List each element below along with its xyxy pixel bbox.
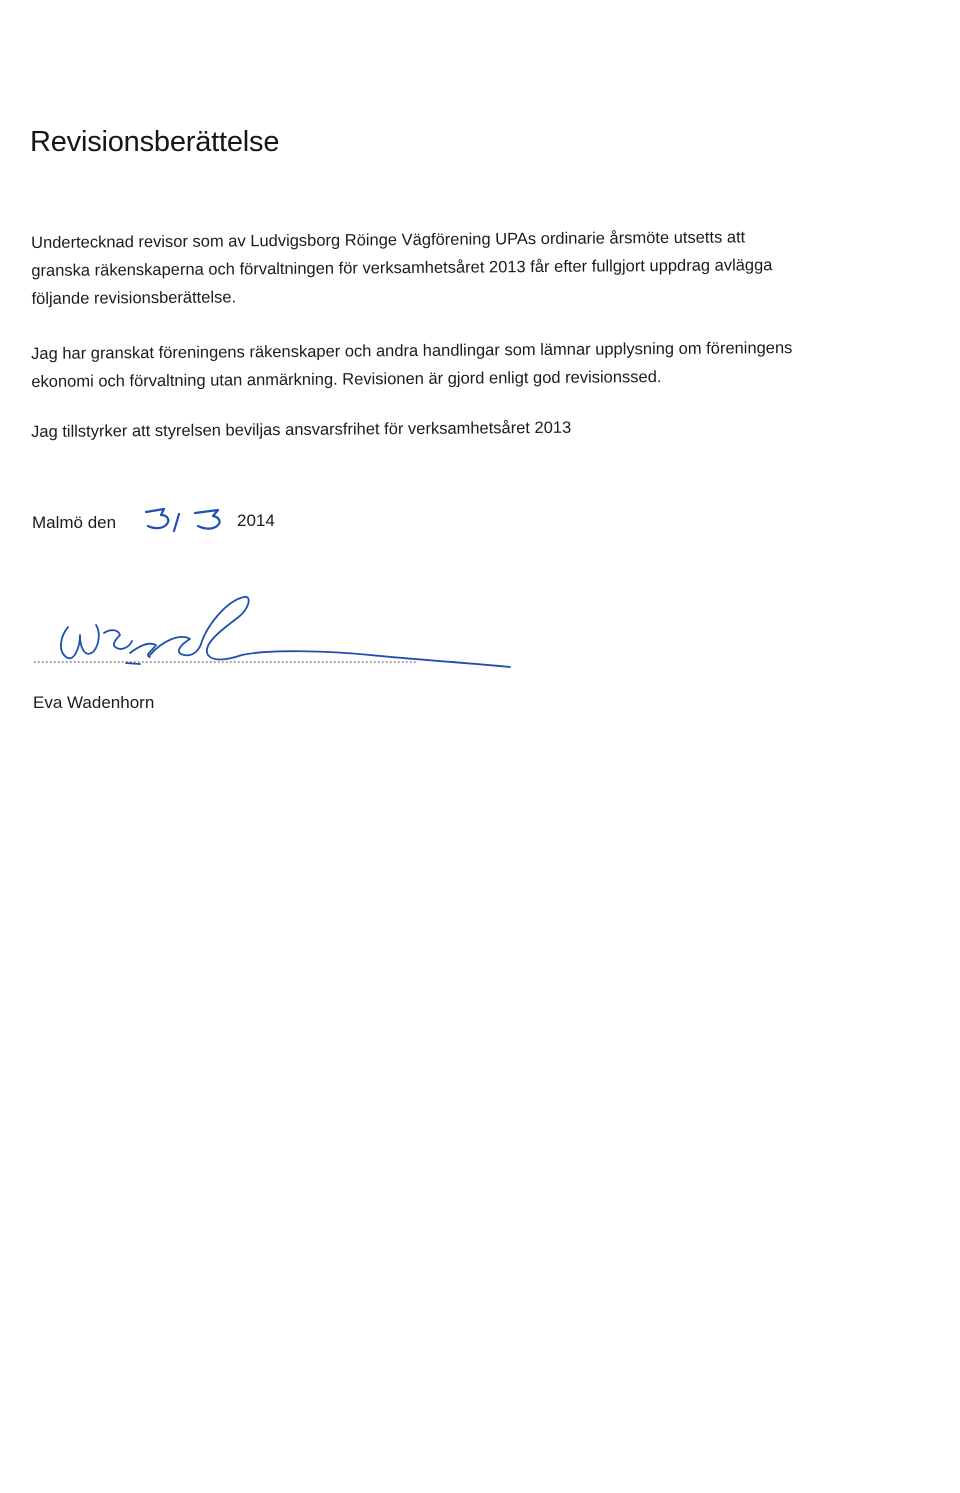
intro-line: Undertecknad revisor som av Ludvigsborg Röinge Vägförening UPAs ordinarie årsmöte utsetts att <box>31 228 746 252</box>
date-line <box>32 505 432 541</box>
signature <box>30 585 520 685</box>
date-place: Malmö den <box>32 513 117 532</box>
document-title: Revisionsberättelse <box>30 126 280 158</box>
intro-line: följande revisionsberättelse. <box>31 288 237 308</box>
handwritten-date <box>140 503 230 544</box>
recommendation-line: Jag tillstyrker att styrelsen beviljas ansvarsfrihet för verksamhetsåret 2013 <box>31 418 572 441</box>
date-year: 2014 <box>237 511 275 530</box>
recommendation-paragraph <box>31 411 891 446</box>
review-line: Jag har granskat föreningens räkenskaper och andra handlingar som lämnar upplysning om föreningens <box>31 339 793 363</box>
review-line: ekonomi och förvaltning utan anmärkning. Revisionen är gjord enligt god revisionssed. <box>31 368 662 391</box>
intro-paragraph <box>31 222 892 313</box>
review-paragraph <box>31 333 891 396</box>
intro-line: granska räkenskaperna och förvaltningen för verksamhetsåret 2013 får efter fullgjort uppdrag avlägga <box>31 256 773 280</box>
signer-name: Eva Wadenhorn <box>33 693 155 712</box>
